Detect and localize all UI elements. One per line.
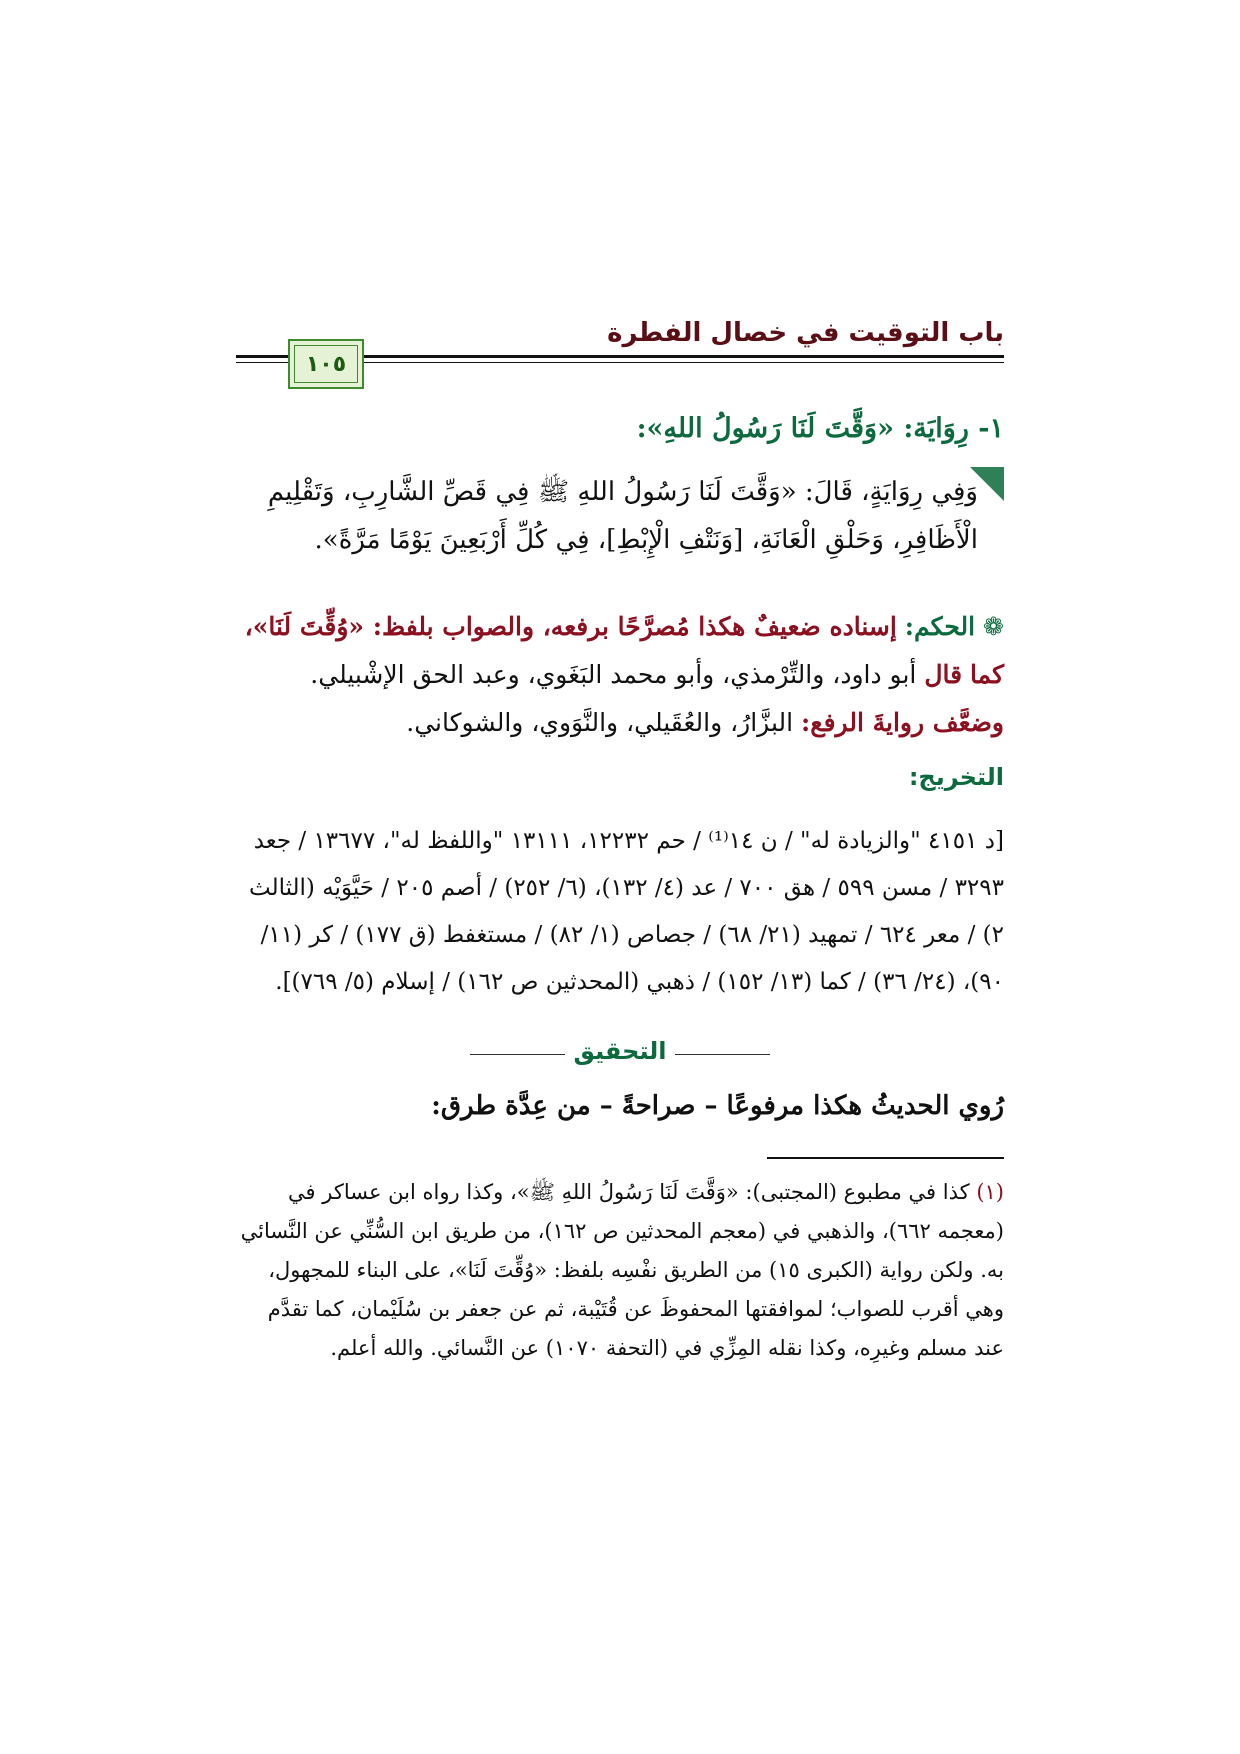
hadith-text: وَفِي رِوَايَةٍ، قَالَ: «وَقَّتَ لَنَا رَسُولُ اللهِ ﷺ فِي قَصِّ الشَّارِبِ، وَتَقْلِيمِ الْأَظَافِرِ، وَحَلْقِ الْعَانَةِ، [وَنَتْفِ الْإِبْطِ]، فِي كُلِّ أَرْبَعِينَ يَوْمًا مَرَّةً».: [267, 477, 978, 555]
takhrij-text: [د ٤١٥١ "والزيادة له" / ن ١٤⁽¹⁾ / حم ١٢٢٣٢، ١٣١١١ "واللفظ له"، ١٣٦٧٧ / جعد ٣٢٩٣ / مسن ٥٩٩ / هق ٧٠٠ / عد (٤/ ١٣٢)، (٦/ ٢٥٢) / أصم ٢٠٥ / حَيَّوَيْه (الثالث ٢) / معر ٦٢٤ / تمهيد (٢١/ ٦٨) / جصاص (١/ ٨٢) / مستغفط (ق ١٧٧) / كر (١١/ ٩٠)، (٢٤/ ٣٦) / كما (١٣/ ١٥٢) / ذهبي (المحدثين ص ١٦٢) / إسلام (٥/ ٧٦٩)].: [248, 828, 1004, 995]
footnote: [236, 1173, 1004, 1368]
ruling-label: الحكم:: [904, 612, 976, 641]
ruling-block: [236, 603, 1004, 747]
footnote-rule: [767, 1157, 1004, 1159]
tahqiq-label: التحقيق: [573, 1037, 667, 1065]
weak-authorities: البزَّارُ، والعُقَيلي، والنَّوَوي، والشوكاني.: [406, 708, 794, 737]
tahqiq-text: رُوي الحديثُ هكذا مرفوعًا – صراحةً – من عِدَّة طرق:: [431, 1091, 1004, 1121]
ruling-authorities: أبو داود، والتِّرْمذي، وأبو محمد البَغَوي، وعبد الحق الإشْبيلي.: [310, 660, 917, 689]
ruling-qal: قال: [924, 660, 963, 689]
page-number: ١٠٥: [305, 351, 347, 377]
section-heading: ١- رِوَايَة: «وَقَّتَ لَنَا رَسُولُ اللهِ»:: [636, 413, 1004, 444]
chapter-title: باب التوقيت في خصال الفطرة: [607, 318, 1004, 348]
ruling-ornament-icon: ❁: [975, 612, 1004, 641]
weak-label: وضعَّف روايةَ الرفع:: [801, 708, 1004, 737]
tahqiq-divider: [470, 1037, 770, 1065]
footnote-number: (١): [976, 1180, 1004, 1204]
ruling-text: إسناده ضعيفٌ هكذا مُصرَّحًا برفعه، والصواب بلفظ: «وُقِّتَ لَنَا»، كما: [244, 612, 1004, 689]
takhrij-heading: التخريج:: [908, 763, 1004, 791]
footnote-text: كذا في مطبوع (المجتبى): «وَقَّتَ لَنَا رَسُولُ اللهِ ﷺ»، وكذا رواه ابن عساكر في (معجمه ٦٦٢)، والذهبي في (معجم المحدثين ص ١٦٢)، من طريق ابن السُّنِّي عن النَّسائي به. ولكن رواية (الكبرى ١٥) من الطريق نفْسِه بلفظ: «وُقِّتَ لَنَا»، على البناء للمجهول، وهي أقرب للصواب؛ لموافقتها المحفوظَ عن قُتَيْبة، ثم عن جعفر بن سُلَيْمان، كما تقدَّم عند مسلم وغيرِه، وكذا نقله المِزِّي في (التحفة ١٠٧٠) عن النَّسائي. والله أعلم.: [240, 1180, 1004, 1360]
page-number-badge: [288, 339, 364, 389]
